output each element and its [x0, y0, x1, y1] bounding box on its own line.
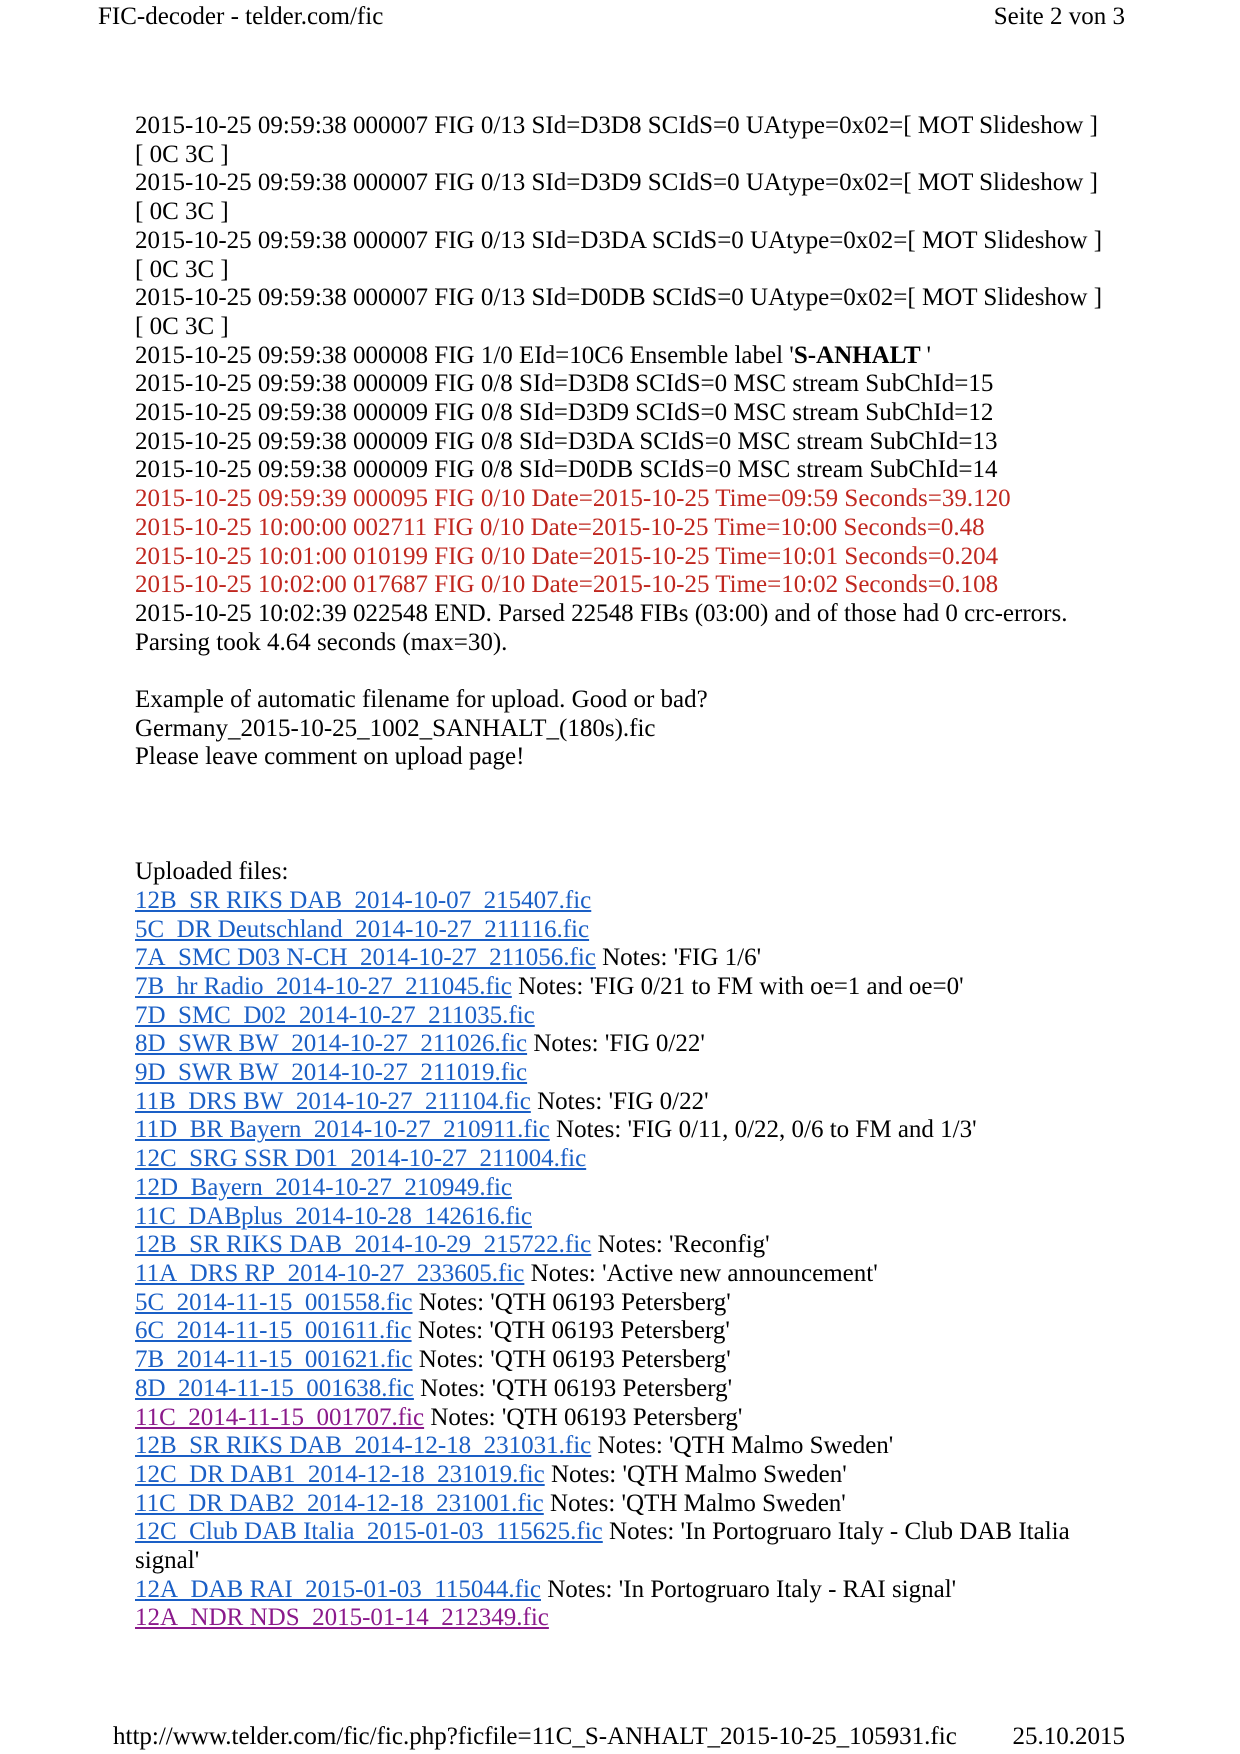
uploaded-file-notes: Notes: 'In Portogruaro Italy - RAI signal' — [540, 1575, 957, 1603]
uploaded-file-notes: Notes: 'Reconfig' — [591, 1231, 770, 1259]
filename-example — [135, 686, 1115, 772]
uploaded-file-link[interactable]: 11C_2014-11-15_001707.fic — [135, 1403, 425, 1431]
uploaded-file-row — [135, 1088, 1115, 1117]
log-line: [ 0C 3C ] — [135, 140, 229, 168]
uploaded-file-notes: Notes: 'Active new announcement' — [524, 1260, 878, 1287]
example-filename: Germany_2015-10-25_1002_SANHALT_(180s).fic — [135, 714, 656, 742]
parse-summary — [135, 600, 1115, 657]
uploaded-file-notes: Notes: 'FIG 0/11, 0/22, 0/6 to FM and 1/3' — [549, 1116, 977, 1144]
uploaded-file-row — [135, 1116, 1115, 1145]
uploaded-file-link[interactable]: 12B_SR RIKS DAB_2014-10-07_215407.fic — [135, 886, 592, 914]
print-header-page-number: Seite 2 von 3 — [993, 3, 1125, 30]
time-log-line: 2015-10-25 10:00:00 002711 FIG 0/10 Date=2015-10-25 Time=10:00 Seconds=0.48 — [135, 513, 985, 541]
uploaded-file-notes: Notes: 'FIG 0/22' — [527, 1030, 705, 1058]
example-comment-request: Please leave comment on upload page! — [135, 743, 525, 771]
uploaded-file-notes: Notes: 'QTH Malmo Sweden' — [591, 1432, 894, 1460]
end-line: 2015-10-25 10:02:39 022548 END. Parsed 22548 FIBs (03:00) and of those had 0 crc-errors. — [135, 599, 1068, 627]
time-log-line: 2015-10-25 09:59:39 000095 FIG 0/10 Date=2015-10-25 Time=09:59 Seconds=39.120 — [135, 485, 1011, 513]
uploaded-file-row — [135, 1059, 1115, 1088]
log-line: [ 0C 3C ] — [135, 255, 229, 283]
ensemble-label: S-ANHALT — [793, 341, 927, 369]
fig-0-10-time-log — [135, 485, 1115, 600]
uploaded-file-row — [135, 1576, 1115, 1605]
log-line: [ 0C 3C ] — [135, 312, 229, 340]
uploaded-file-notes-continued: signal' — [135, 1547, 200, 1575]
fig-0-8-log — [135, 370, 1115, 485]
uploaded-file-row — [135, 1002, 1115, 1031]
uploaded-file-link[interactable]: 7B_hr Radio_2014-10-27_211045.fic — [135, 972, 512, 1000]
uploaded-file-row — [135, 1174, 1115, 1203]
uploaded-file-row — [135, 1404, 1115, 1433]
uploaded-file-link[interactable]: 11A_DRS RP_2014-10-27_233605.fic — [135, 1260, 525, 1287]
uploaded-file-link[interactable]: 7B_2014-11-15_001621.fic — [135, 1346, 413, 1374]
uploaded-file-notes: Notes: 'QTH Malmo Sweden' — [544, 1460, 847, 1488]
log-line: 2015-10-25 09:59:38 000009 FIG 0/8 SId=D3D9 SCIdS=0 MSC stream SubChId=12 — [135, 399, 994, 427]
uploaded-file-notes: Notes: 'FIG 1/6' — [595, 944, 762, 972]
uploaded-file-link[interactable]: 5C_2014-11-15_001558.fic — [135, 1288, 413, 1316]
uploaded-file-link[interactable]: 12C_SRG SSR D01_2014-10-27_211004.fic — [135, 1145, 587, 1173]
uploaded-file-row — [135, 1289, 1115, 1318]
uploaded-file-row — [135, 1203, 1115, 1232]
uploaded-file-link[interactable]: 5C_DR Deutschland_2014-10-27_211116.fic — [135, 915, 590, 943]
uploaded-file-notes: Notes: 'QTH 06193 Petersberg' — [424, 1403, 743, 1431]
uploaded-file-row — [135, 887, 1115, 916]
uploaded-files-heading: Uploaded files: — [135, 858, 289, 886]
uploaded-file-link[interactable]: 12D_Bayern_2014-10-27_210949.fic — [135, 1173, 513, 1201]
time-log-line: 2015-10-25 10:02:00 017687 FIG 0/10 Date=2015-10-25 Time=10:02 Seconds=0.108 — [135, 571, 999, 599]
uploaded-file-notes: Notes: 'QTH 06193 Petersberg' — [412, 1346, 731, 1374]
uploaded-file-link[interactable]: 12C_Club DAB Italia_2015-01-03_115625.fic — [135, 1518, 603, 1546]
uploaded-file-row — [135, 916, 1115, 945]
uploaded-file-link[interactable]: 6C_2014-11-15_001611.fic — [135, 1317, 412, 1345]
uploaded-file-row — [135, 1145, 1115, 1174]
uploaded-file-link[interactable]: 11B_DRS BW_2014-10-27_211104.fic — [135, 1087, 531, 1115]
uploaded-file-row — [135, 1030, 1115, 1059]
uploaded-file-row — [135, 1518, 1115, 1547]
uploaded-file-row — [135, 973, 1115, 1002]
print-footer-date: 25.10.2015 — [1012, 1723, 1125, 1750]
uploaded-file-link[interactable]: 12B_SR RIKS DAB_2014-12-18_231031.fic — [135, 1432, 592, 1460]
log-line: 2015-10-25 09:59:38 000009 FIG 0/8 SId=D3D8 SCIdS=0 MSC stream SubChId=15 — [135, 370, 994, 398]
uploaded-file-row — [135, 1375, 1115, 1404]
uploaded-file-row — [135, 1317, 1115, 1346]
ensemble-label-line — [135, 342, 1115, 371]
uploaded-file-link[interactable]: 9D_SWR BW_2014-10-27_211019.fic — [135, 1059, 528, 1087]
uploaded-file-notes: Notes: 'In Portogruaro Italy - Club DAB Italia — [602, 1518, 1070, 1546]
log-line: [ 0C 3C ] — [135, 198, 229, 226]
log-line: 2015-10-25 09:59:38 000009 FIG 0/8 SId=D3DA SCIdS=0 MSC stream SubChId=13 — [135, 427, 998, 455]
uploaded-file-link[interactable]: 11C_DR DAB2_2014-12-18_231001.fic — [135, 1489, 544, 1517]
log-line: 2015-10-25 09:59:38 000007 FIG 0/13 SId=D3DA SCIdS=0 UAtype=0x02=[ MOT Slideshow ] — [135, 226, 1103, 254]
uploaded-file-link[interactable]: 11D_BR Bayern_2014-10-27_210911.fic — [135, 1116, 550, 1144]
parsing-time-line: Parsing took 4.64 seconds (max=30). — [135, 628, 508, 656]
uploaded-file-link[interactable]: 12C_DR DAB1_2014-12-18_231019.fic — [135, 1460, 545, 1488]
log-line: 2015-10-25 09:59:38 000007 FIG 0/13 SId=D3D8 SCIdS=0 UAtype=0x02=[ MOT Slideshow ] — [135, 112, 1098, 139]
log-line: 2015-10-25 09:59:38 000009 FIG 0/8 SId=D0DB SCIdS=0 MSC stream SubChId=14 — [135, 456, 998, 484]
uploaded-file-notes: Notes: 'QTH 06193 Petersberg' — [412, 1288, 731, 1316]
uploaded-file-notes: Notes: 'QTH 06193 Petersberg' — [413, 1374, 733, 1402]
example-question: Example of automatic filename for upload. Good or bad? — [135, 686, 708, 714]
uploaded-file-row — [135, 1231, 1115, 1260]
uploaded-file-link[interactable]: 12A_NDR NDS_2015-01-14_212349.fic — [135, 1604, 549, 1632]
print-footer-url: http://www.telder.com/fic/fic.php?ficfile=11C_S-ANHALT_2015-10-25_105931.fic — [113, 1723, 957, 1750]
ensemble-line-prefix: 2015-10-25 09:59:38 000008 FIG 1/0 EId=10C6 Ensemble label ' — [135, 341, 794, 369]
log-line: 2015-10-25 09:59:38 000007 FIG 0/13 SId=D0DB SCIdS=0 UAtype=0x02=[ MOT Slideshow ] — [135, 284, 1103, 312]
uploaded-file-link[interactable]: 7D_SMC_D02_2014-10-27_211035.fic — [135, 1001, 535, 1029]
uploaded-file-row — [135, 1461, 1115, 1490]
uploaded-file-link[interactable]: 12B_SR RIKS DAB_2014-10-29_215722.fic — [135, 1231, 592, 1259]
uploaded-file-link[interactable]: 8D_2014-11-15_001638.fic — [135, 1374, 414, 1402]
uploaded-file-row — [135, 1346, 1115, 1375]
uploaded-file-row — [135, 1432, 1115, 1461]
ensemble-line-suffix: ' — [926, 341, 932, 369]
uploaded-file-row — [135, 944, 1115, 973]
uploaded-file-notes: Notes: 'FIG 0/21 to FM with oe=1 and oe=0' — [511, 972, 964, 1000]
uploaded-file-row — [135, 1490, 1115, 1519]
uploaded-file-link[interactable]: 8D_SWR BW_2014-10-27_211026.fic — [135, 1030, 528, 1058]
uploaded-file-notes: Notes: 'QTH Malmo Sweden' — [543, 1489, 846, 1517]
uploaded-file-row — [135, 1604, 1115, 1633]
print-header-title: FIC-decoder - telder.com/fic — [98, 3, 384, 30]
uploaded-file-notes: Notes: 'FIG 0/22' — [530, 1087, 709, 1115]
uploaded-file-link[interactable]: 11C_DABplus_2014-10-28_142616.fic — [135, 1202, 532, 1230]
page-content — [135, 112, 1115, 1633]
fig-0-13-log — [135, 112, 1115, 342]
uploaded-file-link[interactable]: 7A_SMC D03 N-CH_2014-10-27_211056.fic — [135, 944, 596, 972]
uploaded-file-row — [135, 1260, 1115, 1289]
log-line: 2015-10-25 09:59:38 000007 FIG 0/13 SId=D3D9 SCIdS=0 UAtype=0x02=[ MOT Slideshow ] — [135, 169, 1098, 197]
time-log-line: 2015-10-25 10:01:00 010199 FIG 0/10 Date=2015-10-25 Time=10:01 Seconds=0.204 — [135, 542, 999, 570]
uploaded-file-link[interactable]: 12A_DAB RAI_2015-01-03_115044.fic — [135, 1575, 541, 1603]
uploaded-files-list — [135, 887, 1115, 1633]
uploaded-file-notes: Notes: 'QTH 06193 Petersberg' — [411, 1317, 730, 1345]
